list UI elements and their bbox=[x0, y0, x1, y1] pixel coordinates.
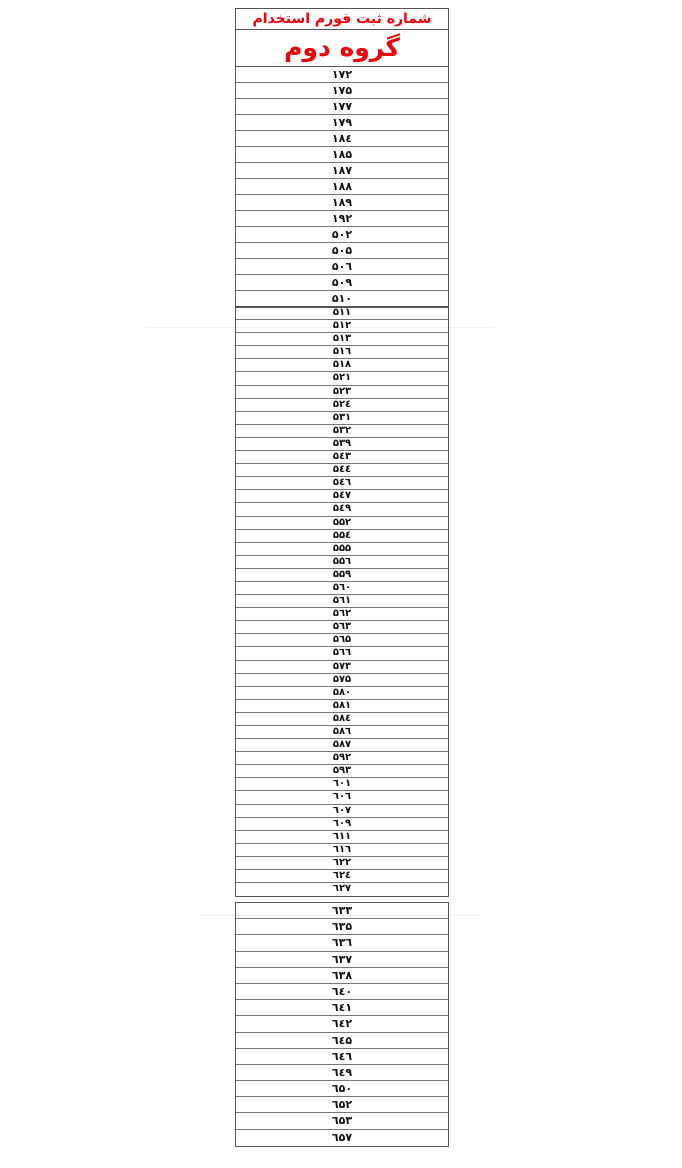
registration-number-row: ۱۸٤ bbox=[236, 131, 448, 147]
registration-number-row: ۵۳۹ bbox=[236, 438, 448, 451]
registration-number-row: ۵۵۲ bbox=[236, 517, 448, 530]
registration-number-row: ۵۷۵ bbox=[236, 674, 448, 687]
registration-number-row: ۵٦۰ bbox=[236, 582, 448, 595]
registration-number-row: ۵۱۰ bbox=[331, 292, 353, 305]
registration-number-row: ۵۰۹ bbox=[236, 275, 448, 291]
registration-number-row: ۵۸٤ bbox=[236, 713, 448, 726]
registration-number-row: ٦۰۱ bbox=[236, 778, 448, 791]
registration-number-row: ۵۱۱ bbox=[236, 307, 448, 320]
registration-number-row: ۵۸۰ bbox=[236, 687, 448, 700]
registration-number-row: ۵۹۳ bbox=[236, 765, 448, 778]
registration-number-row: ٦۳۷ bbox=[236, 952, 448, 968]
registration-number-row: ۵۰٦ bbox=[236, 259, 448, 275]
registration-number-row: ٦۵۲ bbox=[236, 1097, 448, 1113]
registration-number-row: ۵۲۳ bbox=[236, 386, 448, 399]
number-list bbox=[236, 903, 448, 1146]
registration-number-row: ٦٤۵ bbox=[236, 1033, 448, 1049]
registration-number-row: ٦۲۲ bbox=[236, 857, 448, 870]
registration-number-row: ۵۳۲ bbox=[236, 425, 448, 438]
registration-table-page-3 bbox=[235, 902, 449, 1147]
registration-number-row: ٦٤۱ bbox=[236, 1000, 448, 1016]
registration-number-row: ٦۳۳ bbox=[236, 903, 448, 919]
registration-number-row: ۱۷۲ bbox=[236, 67, 448, 83]
registration-number-row: ۵۵۹ bbox=[236, 569, 448, 582]
registration-number-row: ۵٦۵ bbox=[236, 634, 448, 647]
registration-number-row: ۵٦۱ bbox=[236, 595, 448, 608]
number-list bbox=[236, 67, 448, 307]
registration-table-page-1 bbox=[235, 8, 449, 308]
registration-number-row: ٦۳۸ bbox=[236, 968, 448, 984]
registration-number-row: ۵٤۷ bbox=[236, 490, 448, 503]
registration-number-row: ۵۵۵ bbox=[236, 543, 448, 556]
registration-number-row: ۵۰۲ bbox=[236, 227, 448, 243]
registration-number-row: ٦۱٦ bbox=[236, 844, 448, 857]
registration-number-row: ۵۸٦ bbox=[236, 726, 448, 739]
registration-number-row: ۵۵٦ bbox=[236, 556, 448, 569]
registration-table-page-2 bbox=[235, 306, 449, 897]
registration-number-row: ٦۵۰ bbox=[236, 1081, 448, 1097]
registration-number-row: ٦۰۹ bbox=[236, 818, 448, 831]
number-list bbox=[236, 307, 448, 896]
registration-number-row: ٦۰۷ bbox=[236, 805, 448, 818]
registration-number-row: ٦۵۷ bbox=[331, 1130, 353, 1144]
registration-number-row: ٦٤۰ bbox=[236, 984, 448, 1000]
table-title: شماره ثبت فورم استخدام bbox=[236, 9, 448, 30]
registration-number-row: ۱۸۷ bbox=[236, 163, 448, 179]
registration-number-row: ۵۱۲ bbox=[236, 320, 448, 333]
group-heading: گروه دوم bbox=[236, 30, 448, 67]
registration-number-row: ٦۵۳ bbox=[236, 1113, 448, 1129]
registration-number-row: ۱۷۹ bbox=[236, 115, 448, 131]
registration-number-row: ۱۸۸ bbox=[236, 179, 448, 195]
registration-number-row: ۵۸۷ bbox=[236, 739, 448, 752]
registration-number-row: ۵۸۱ bbox=[236, 700, 448, 713]
registration-number-row: ۵٦۲ bbox=[236, 608, 448, 621]
registration-number-row: ۵٤۳ bbox=[236, 451, 448, 464]
registration-number-row: ۱۸۵ bbox=[236, 147, 448, 163]
registration-number-row: ۱۷۷ bbox=[236, 99, 448, 115]
registration-number-row: ۵۹۲ bbox=[236, 752, 448, 765]
registration-number-row: ۵٦٦ bbox=[236, 647, 448, 660]
registration-number-row: ۱۷۵ bbox=[236, 83, 448, 99]
registration-number-row: ۵۷۳ bbox=[236, 661, 448, 674]
registration-number-row: ۵٤۹ bbox=[236, 503, 448, 516]
registration-number-row: ٦۰٦ bbox=[236, 791, 448, 804]
registration-number-row: ٦٤۹ bbox=[236, 1065, 448, 1081]
registration-number-row: ٦٤٦ bbox=[236, 1049, 448, 1065]
registration-number-row: ۵٤٦ bbox=[236, 477, 448, 490]
registration-number-row: ۵۵٤ bbox=[236, 530, 448, 543]
registration-number-row: ۵۱۳ bbox=[236, 333, 448, 346]
registration-number-row: ٦۳٦ bbox=[236, 935, 448, 951]
registration-number-row: ۵۱۸ bbox=[236, 359, 448, 372]
registration-number-row: ٦۲۷ bbox=[332, 883, 352, 895]
registration-number-row: ۵۱٦ bbox=[236, 346, 448, 359]
registration-number-row: ٦۱۱ bbox=[236, 831, 448, 844]
registration-number-row: ۱۸۹ bbox=[236, 195, 448, 211]
registration-number-row: ٦۲٤ bbox=[236, 870, 448, 883]
registration-number-row: ۵٦۳ bbox=[236, 621, 448, 634]
registration-number-row: ۵۲٤ bbox=[236, 399, 448, 412]
registration-number-row: ٦۳۵ bbox=[236, 919, 448, 935]
registration-number-row: ۱۹۲ bbox=[236, 211, 448, 227]
registration-number-row: ۵۰۵ bbox=[236, 243, 448, 259]
registration-number-row: ۵۲۱ bbox=[236, 372, 448, 385]
registration-number-row: ۵٤٤ bbox=[236, 464, 448, 477]
registration-number-row: ٦٤۲ bbox=[236, 1016, 448, 1032]
registration-number-row: ۵۳۱ bbox=[236, 412, 448, 425]
